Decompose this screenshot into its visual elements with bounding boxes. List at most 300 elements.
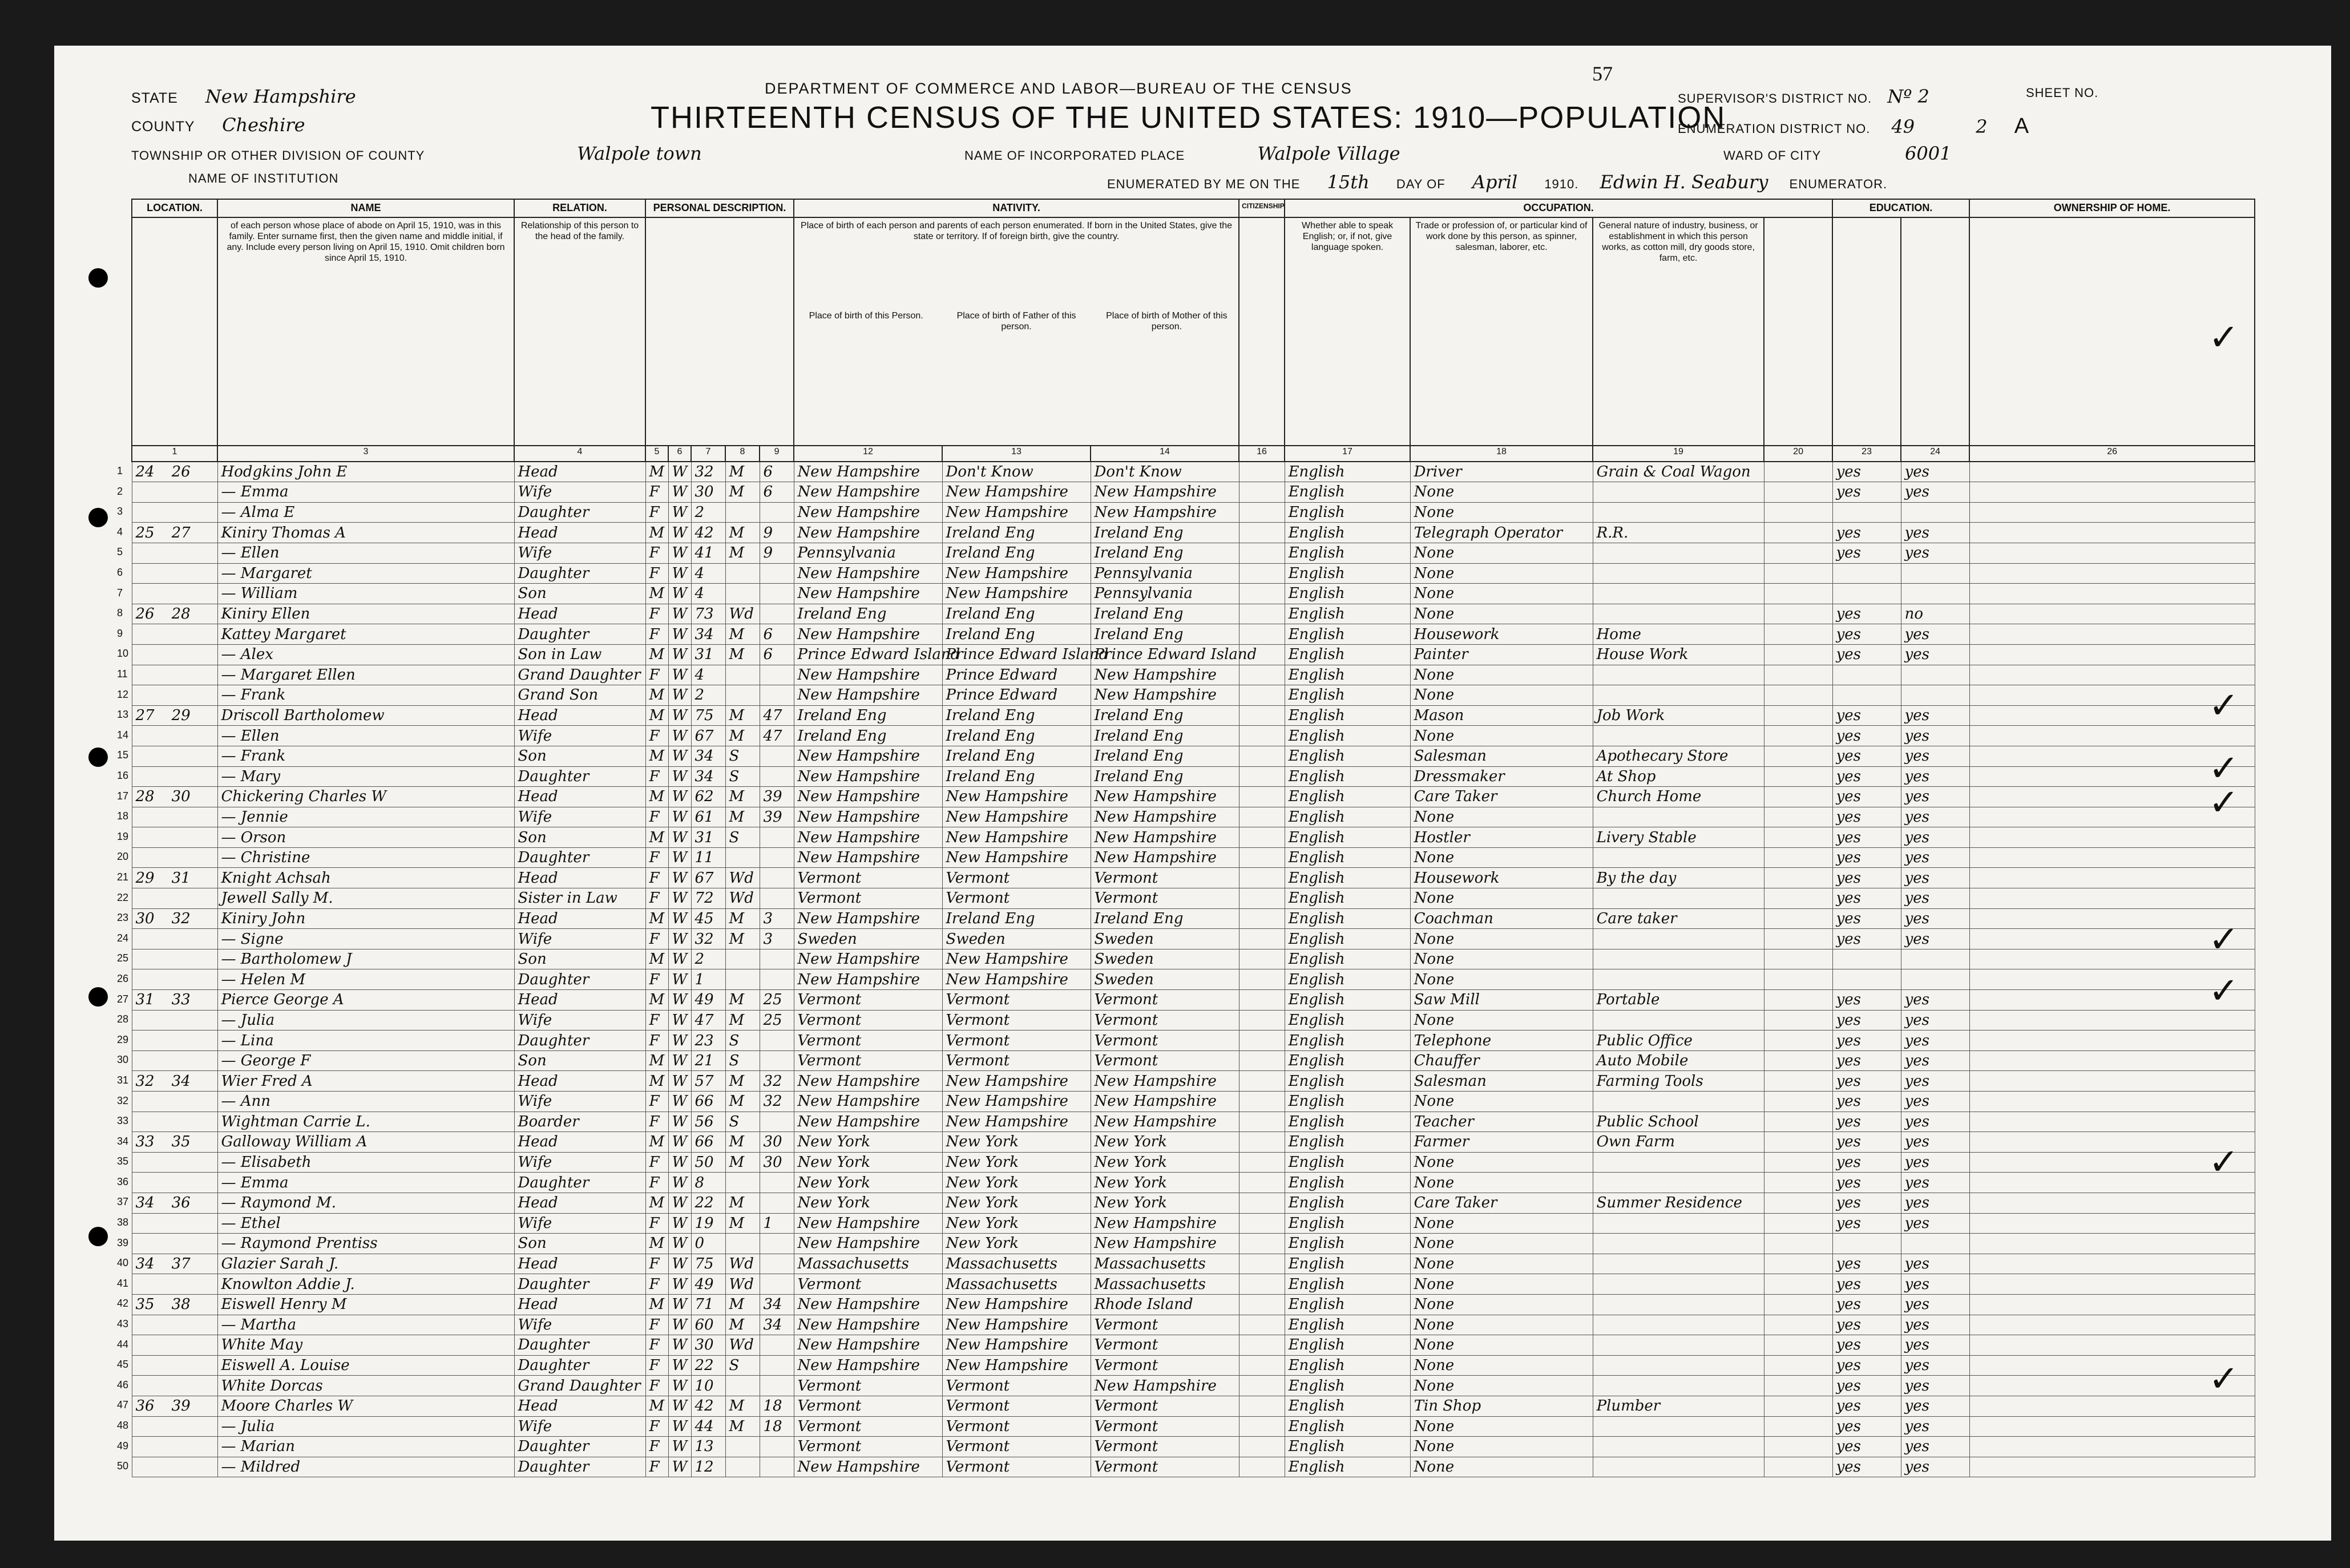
relation-cell: Head <box>514 990 645 1011</box>
mother-birthplace-cell: New Hampshire <box>1091 847 1239 868</box>
language-cell: English <box>1285 523 1410 543</box>
write-cell <box>1901 563 1969 584</box>
line-number: 17 <box>117 790 129 802</box>
col-num: 17 <box>1285 446 1410 462</box>
ward-value: 6001 <box>1905 143 1952 164</box>
years-married-cell <box>760 949 794 969</box>
age-cell: 10 <box>691 1376 725 1396</box>
employer-cell <box>1764 1152 1832 1173</box>
citizenship-cell <box>1239 1030 1285 1051</box>
trade-cell: None <box>1410 482 1593 503</box>
father-birthplace-cell: Prince Edward <box>942 685 1091 706</box>
employer-cell <box>1764 1092 1832 1112</box>
birthplace-cell: New Hampshire <box>794 665 942 685</box>
line-number: 41 <box>117 1277 129 1289</box>
race-cell: W <box>668 1274 691 1295</box>
language-cell: English <box>1285 502 1410 523</box>
industry-cell <box>1593 1213 1764 1234</box>
employer-cell <box>1764 543 1832 563</box>
name-cell: — Marian <box>217 1437 514 1457</box>
line-number: 34 <box>117 1135 129 1147</box>
employer-cell <box>1764 1234 1832 1254</box>
col-num: 14 <box>1091 446 1239 462</box>
years-married-cell: 18 <box>760 1416 794 1437</box>
years-married-cell: 30 <box>760 1132 794 1153</box>
line-number: 10 <box>117 648 129 660</box>
location-cell <box>132 847 217 868</box>
industry-cell <box>1593 543 1764 563</box>
race-cell: W <box>668 1010 691 1030</box>
col-num: 8 <box>725 446 760 462</box>
ownership-cell <box>1969 482 2255 503</box>
mother-birthplace-cell: Sweden <box>1091 949 1239 969</box>
language-cell: English <box>1285 665 1410 685</box>
supervisor-line <box>1678 86 1929 107</box>
section-name: NAME <box>217 199 514 217</box>
sex-cell: M <box>645 1294 668 1315</box>
write-cell: yes <box>1901 1376 1969 1396</box>
township-label: TOWNSHIP OR OTHER DIVISION OF COUNTY <box>131 148 425 163</box>
name-cell: — Frank <box>217 746 514 766</box>
col-num: 24 <box>1901 446 1969 462</box>
write-cell: yes <box>1901 1396 1969 1416</box>
birthplace-cell: Vermont <box>794 868 942 888</box>
col-num: 26 <box>1969 446 2255 462</box>
section-citizenship: CITIZENSHIP. <box>1239 199 1285 217</box>
employer-cell <box>1764 665 1832 685</box>
trade-cell: Coachman <box>1410 908 1593 929</box>
location-cell <box>132 685 217 706</box>
age-cell: 41 <box>691 543 725 563</box>
employer-cell <box>1764 746 1832 766</box>
father-birthplace-cell: Ireland Eng <box>942 624 1091 645</box>
language-cell: English <box>1285 787 1410 807</box>
years-married-cell: 1 <box>760 1213 794 1234</box>
birthplace-cell: New Hampshire <box>794 908 942 929</box>
marital-cell: Wd <box>725 888 760 909</box>
age-cell: 57 <box>691 1071 725 1092</box>
ownership-cell <box>1969 1234 2255 1254</box>
father-birthplace-cell: New Hampshire <box>942 969 1091 990</box>
father-birthplace-cell: Vermont <box>942 990 1091 1011</box>
birthplace-cell: Vermont <box>794 1050 942 1071</box>
ownership-cell <box>1969 1193 2255 1213</box>
trade-cell: None <box>1410 1254 1593 1274</box>
race-cell: W <box>668 1294 691 1315</box>
read-cell: yes <box>1832 705 1901 726</box>
read-cell: yes <box>1832 1254 1901 1274</box>
marital-cell: M <box>725 644 760 665</box>
line-number: 19 <box>117 830 129 842</box>
mother-birthplace-cell: Don't Know <box>1091 462 1239 482</box>
sex-cell: M <box>645 908 668 929</box>
line-number: 7 <box>117 587 123 599</box>
location-cell <box>132 726 217 746</box>
years-married-cell: 9 <box>760 543 794 563</box>
write-cell: yes <box>1901 462 1969 482</box>
birthplace-cell: Vermont <box>794 888 942 909</box>
relation-cell: Head <box>514 1294 645 1315</box>
years-married-cell: 25 <box>760 990 794 1011</box>
marital-cell: S <box>725 1112 760 1132</box>
relation-cell: Head <box>514 1193 645 1213</box>
ownership-cell <box>1969 543 2255 563</box>
citizenship-cell <box>1239 604 1285 624</box>
father-birthplace-cell: Massachusetts <box>942 1254 1091 1274</box>
age-cell: 56 <box>691 1112 725 1132</box>
industry-cell <box>1593 929 1764 949</box>
department-line: DEPARTMENT OF COMMERCE AND LABOR—BUREAU OF THE CENSUS <box>765 80 1352 97</box>
marital-cell: S <box>725 1050 760 1071</box>
table-row <box>132 1132 2255 1153</box>
sex-cell: M <box>645 685 668 706</box>
sex-cell: F <box>645 1173 668 1193</box>
father-birthplace-cell: New Hampshire <box>942 502 1091 523</box>
read-cell: yes <box>1832 1355 1901 1376</box>
name-cell: — Margaret Ellen <box>217 665 514 685</box>
relation-cell: Daughter <box>514 847 645 868</box>
name-cell: — Mildred <box>217 1457 514 1477</box>
mother-birthplace-cell: Ireland Eng <box>1091 766 1239 787</box>
name-cell: — Christine <box>217 847 514 868</box>
language-cell: English <box>1285 969 1410 990</box>
trade-cell: Painter <box>1410 644 1593 665</box>
mother-birthplace-cell: Vermont <box>1091 1437 1239 1457</box>
father-birthplace-cell: New Hampshire <box>942 787 1091 807</box>
family-number: 31 <box>171 869 191 887</box>
table-row <box>132 1234 2255 1254</box>
name-cell: — Bartholomew J <box>217 949 514 969</box>
father-birthplace-cell: Ireland Eng <box>942 543 1091 563</box>
location-cell <box>132 1071 217 1092</box>
relation-cell: Head <box>514 1071 645 1092</box>
trade-cell: None <box>1410 1092 1593 1112</box>
trade-cell: None <box>1410 1173 1593 1193</box>
relation-cell: Head <box>514 787 645 807</box>
marital-cell: M <box>725 482 760 503</box>
dwelling-number: 24 <box>135 463 155 480</box>
employer-cell <box>1764 523 1832 543</box>
race-cell: W <box>668 705 691 726</box>
trade-cell: None <box>1410 502 1593 523</box>
birthplace-cell: Prince Edward Island <box>794 644 942 665</box>
industry-cell <box>1593 1335 1764 1356</box>
employer-cell <box>1764 868 1832 888</box>
family-number: 35 <box>171 1133 191 1151</box>
name-cell: — Alma E <box>217 502 514 523</box>
birthplace-cell: New Hampshire <box>794 1234 942 1254</box>
col-num: 3 <box>217 446 514 462</box>
location-cell <box>132 1416 217 1437</box>
name-cell: — Helen M <box>217 969 514 990</box>
industry-cell: R.R. <box>1593 523 1764 543</box>
location-cell <box>132 1254 217 1274</box>
sex-cell: F <box>645 1355 668 1376</box>
trade-cell: None <box>1410 969 1593 990</box>
table-row <box>132 1050 2255 1071</box>
employer-cell <box>1764 949 1832 969</box>
relation-cell: Wife <box>514 1213 645 1234</box>
industry-cell <box>1593 1457 1764 1477</box>
birthplace-cell: New Hampshire <box>794 1092 942 1112</box>
location-cell <box>132 1010 217 1030</box>
name-cell: Wier Fred A <box>217 1071 514 1092</box>
language-cell: English <box>1285 1112 1410 1132</box>
mother-birthplace-cell: New Hampshire <box>1091 502 1239 523</box>
line-number: 47 <box>117 1399 129 1411</box>
table-row <box>132 847 2255 868</box>
sex-cell: F <box>645 888 668 909</box>
age-cell: 34 <box>691 766 725 787</box>
marital-cell: M <box>725 1092 760 1112</box>
sex-cell: M <box>645 705 668 726</box>
language-cell: English <box>1285 1274 1410 1295</box>
section-education: EDUCATION. <box>1832 199 1969 217</box>
read-cell: yes <box>1832 868 1901 888</box>
years-married-cell <box>760 563 794 584</box>
read-cell: yes <box>1832 1132 1901 1153</box>
trade-cell: None <box>1410 685 1593 706</box>
sex-cell: M <box>645 1050 668 1071</box>
relation-cell: Son in Law <box>514 644 645 665</box>
ownership-cell <box>1969 1112 2255 1132</box>
employer-cell <box>1764 502 1832 523</box>
marital-cell: Wd <box>725 868 760 888</box>
years-married-cell: 18 <box>760 1396 794 1416</box>
birthplace-cell: New Hampshire <box>794 685 942 706</box>
table-row <box>132 888 2255 909</box>
location-cell <box>132 584 217 604</box>
citizenship-cell <box>1239 482 1285 503</box>
age-cell: 4 <box>691 563 725 584</box>
sex-cell: F <box>645 1254 668 1274</box>
marital-cell: M <box>725 705 760 726</box>
language-cell: English <box>1285 1234 1410 1254</box>
citizenship-cell <box>1239 584 1285 604</box>
birthplace-cell: New Hampshire <box>794 746 942 766</box>
marital-cell: M <box>725 807 760 827</box>
mother-birthplace-cell: New York <box>1091 1193 1239 1213</box>
col-num: 1 <box>132 446 217 462</box>
sex-cell: F <box>645 1457 668 1477</box>
employer-cell <box>1764 1173 1832 1193</box>
location-cell <box>132 1355 217 1376</box>
years-married-cell: 47 <box>760 705 794 726</box>
family-number: 29 <box>171 707 191 725</box>
father-birthplace-cell: New York <box>942 1173 1091 1193</box>
location-cell <box>132 462 217 482</box>
dwelling-number: 34 <box>135 1194 155 1212</box>
name-cell: Kiniry Ellen <box>217 604 514 624</box>
enumerated-label: ENUMERATED BY ME ON THE <box>1107 177 1301 191</box>
line-number: 2 <box>117 485 123 497</box>
read-cell: yes <box>1832 543 1901 563</box>
years-married-cell: 6 <box>760 482 794 503</box>
employer-cell <box>1764 644 1832 665</box>
trade-cell: None <box>1410 1294 1593 1315</box>
language-cell: English <box>1285 949 1410 969</box>
read-cell: yes <box>1832 1193 1901 1213</box>
read-cell: yes <box>1832 482 1901 503</box>
years-married-cell: 32 <box>760 1092 794 1112</box>
employer-cell <box>1764 929 1832 949</box>
years-married-cell <box>760 1234 794 1254</box>
birth-mother-header: Place of birth of Mother of this person. <box>1106 310 1228 332</box>
incorporated-line <box>964 143 1400 164</box>
col-num: 9 <box>760 446 794 462</box>
sex-cell: F <box>645 726 668 746</box>
sex-cell: M <box>645 746 668 766</box>
name-cell: — Ellen <box>217 726 514 746</box>
dwelling-number: 33 <box>135 1133 155 1151</box>
table-row <box>132 868 2255 888</box>
employer-cell <box>1764 1355 1832 1376</box>
mother-birthplace-cell: New Hampshire <box>1091 482 1239 503</box>
mother-birthplace-cell: Vermont <box>1091 1010 1239 1030</box>
employer-cell <box>1764 1071 1832 1092</box>
father-birthplace-cell: New Hampshire <box>942 1071 1091 1092</box>
mother-birthplace-cell: New York <box>1091 1152 1239 1173</box>
mother-birthplace-cell: New York <box>1091 1173 1239 1193</box>
marital-cell: M <box>725 624 760 645</box>
birthplace-cell: New Hampshire <box>794 1457 942 1477</box>
citizenship-cell <box>1239 1376 1285 1396</box>
location-cell <box>132 908 217 929</box>
employer-cell <box>1764 1132 1832 1153</box>
language-cell: English <box>1285 1071 1410 1092</box>
industry-cell <box>1593 1355 1764 1376</box>
years-married-cell: 25 <box>760 1010 794 1030</box>
dwelling-number: 29 <box>135 869 155 887</box>
language-cell: English <box>1285 1315 1410 1335</box>
race-cell: W <box>668 1335 691 1356</box>
read-cell <box>1832 563 1901 584</box>
trade-cell: Housework <box>1410 868 1593 888</box>
mother-birthplace-cell: New Hampshire <box>1091 665 1239 685</box>
location-cell <box>132 482 217 503</box>
race-cell: W <box>668 1457 691 1477</box>
family-number: 32 <box>171 910 191 927</box>
race-cell: W <box>668 1071 691 1092</box>
read-cell: yes <box>1832 827 1901 848</box>
sex-cell: F <box>645 868 668 888</box>
name-cell: — Emma <box>217 482 514 503</box>
state-label: STATE <box>131 90 178 106</box>
name-cell: Galloway William A <box>217 1132 514 1153</box>
location-cell <box>132 665 217 685</box>
years-married-cell <box>760 502 794 523</box>
ownership-cell <box>1969 1416 2255 1437</box>
relation-cell: Son <box>514 949 645 969</box>
name-cell: White May <box>217 1335 514 1356</box>
industry-cell <box>1593 563 1764 584</box>
sex-cell: M <box>645 1071 668 1092</box>
sex-cell: M <box>645 1193 668 1213</box>
relation-cell: Head <box>514 868 645 888</box>
trade-cell: Telegraph Operator <box>1410 523 1593 543</box>
check-mark: ✓ <box>2208 1141 2239 1183</box>
employer-cell <box>1764 1193 1832 1213</box>
birthplace-cell: New Hampshire <box>794 563 942 584</box>
name-cell: — Lina <box>217 1030 514 1051</box>
relation-cell: Son <box>514 746 645 766</box>
father-birthplace-cell: Vermont <box>942 1010 1091 1030</box>
employer-cell <box>1764 604 1832 624</box>
relation-cell: Son <box>514 1234 645 1254</box>
relation-cell: Wife <box>514 929 645 949</box>
table-row <box>132 1457 2255 1477</box>
birthplace-cell: New Hampshire <box>794 584 942 604</box>
employer-cell <box>1764 1376 1832 1396</box>
read-cell: yes <box>1832 1416 1901 1437</box>
years-married-cell <box>760 1193 794 1213</box>
family-number: 38 <box>171 1296 191 1314</box>
father-birthplace-cell: Prince Edward <box>942 665 1091 685</box>
dwelling-number: 25 <box>135 524 155 541</box>
mother-birthplace-cell: Rhode Island <box>1091 1294 1239 1315</box>
marital-cell <box>725 1437 760 1457</box>
table-row <box>132 746 2255 766</box>
father-birthplace-cell: Vermont <box>942 888 1091 909</box>
read-cell: yes <box>1832 1152 1901 1173</box>
ownership-cell <box>1969 462 2255 482</box>
marital-cell: M <box>725 1315 760 1335</box>
industry-column-header: General nature of industry, business, or establishment in which this person works, as cotton mill, dry goods store, farm, etc. <box>1593 217 1764 446</box>
race-cell: W <box>668 665 691 685</box>
sex-cell: F <box>645 1213 668 1234</box>
read-cell <box>1832 949 1901 969</box>
industry-cell <box>1593 685 1764 706</box>
family-number: 39 <box>171 1397 191 1415</box>
employer-cell <box>1764 584 1832 604</box>
mother-birthplace-cell: New York <box>1091 1132 1239 1153</box>
write-cell: yes <box>1901 1071 1969 1092</box>
birthplace-cell: Vermont <box>794 1396 942 1416</box>
age-cell: 44 <box>691 1416 725 1437</box>
race-cell: W <box>668 644 691 665</box>
father-birthplace-cell: New Hampshire <box>942 949 1091 969</box>
relation-cell: Head <box>514 705 645 726</box>
line-number: 11 <box>117 668 128 680</box>
write-cell: yes <box>1901 644 1969 665</box>
years-married-cell <box>760 685 794 706</box>
write-cell: yes <box>1901 1274 1969 1295</box>
trade-cell: None <box>1410 563 1593 584</box>
name-cell: Kiniry Thomas A <box>217 523 514 543</box>
ownership-cell <box>1969 1010 2255 1030</box>
section-location: LOCATION. <box>132 199 217 217</box>
marital-cell: Wd <box>725 1335 760 1356</box>
industry-cell: Home <box>1593 624 1764 645</box>
write-cell: yes <box>1901 1335 1969 1356</box>
name-cell: — Margaret <box>217 563 514 584</box>
years-married-cell: 9 <box>760 523 794 543</box>
language-cell: English <box>1285 604 1410 624</box>
father-birthplace-cell: Massachusetts <box>942 1274 1091 1295</box>
read-cell: yes <box>1832 766 1901 787</box>
race-cell: W <box>668 1416 691 1437</box>
mother-birthplace-cell: New Hampshire <box>1091 1092 1239 1112</box>
employer-cell <box>1764 1112 1832 1132</box>
relation-cell: Wife <box>514 807 645 827</box>
birthplace-cell: New Hampshire <box>794 1335 942 1356</box>
years-married-cell <box>760 1335 794 1356</box>
line-number: 6 <box>117 567 123 579</box>
race-cell: W <box>668 482 691 503</box>
industry-cell: Apothecary Store <box>1593 746 1764 766</box>
age-cell: 67 <box>691 726 725 746</box>
marital-cell <box>725 502 760 523</box>
